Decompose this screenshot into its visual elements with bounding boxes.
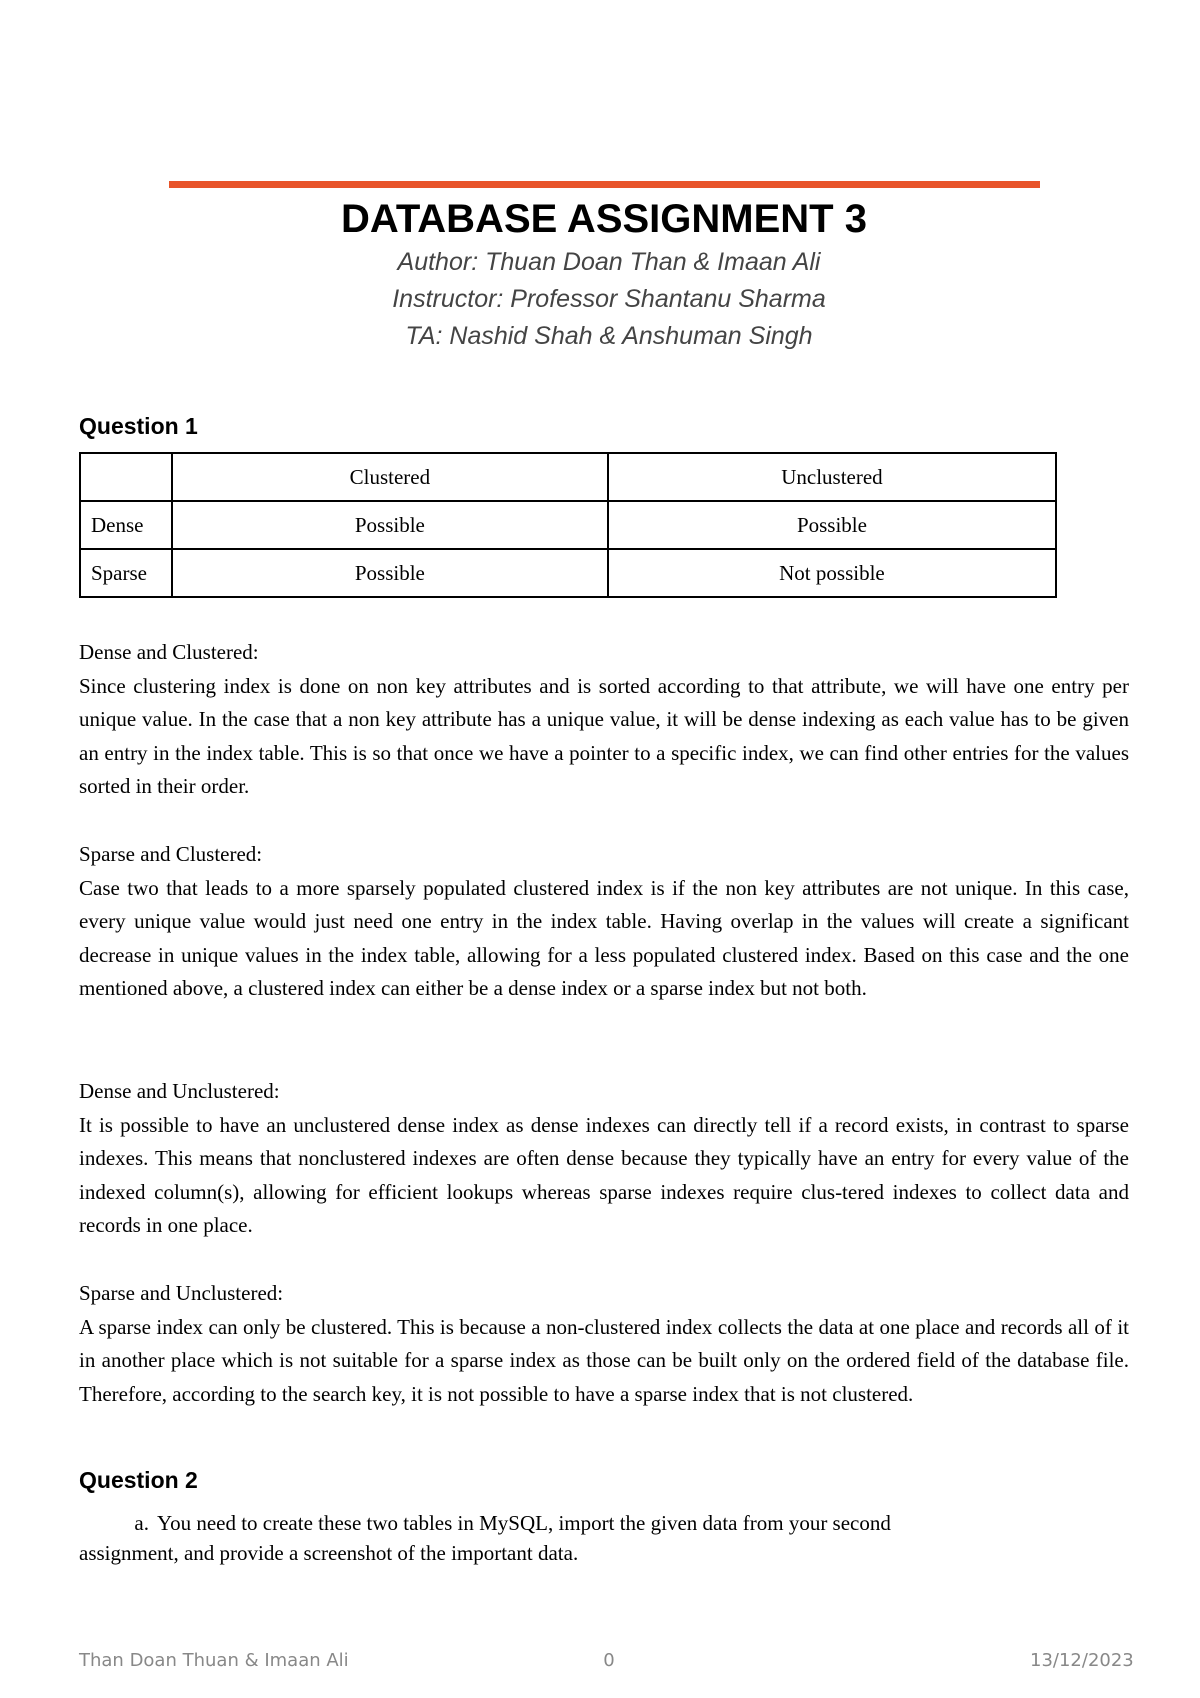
column-header-clustered: Clustered <box>172 453 608 501</box>
table-cell: Possible <box>172 501 608 549</box>
item-a-text-line-1: You need to create these two tables in MySQL, import the given data from your second <box>157 1511 891 1535</box>
footer-date: 13/12/2023 <box>1030 1650 1134 1671</box>
row-header-dense: Dense <box>80 501 172 549</box>
section-dense-clustered <box>79 636 1129 804</box>
item-a-first-line <box>79 1508 1109 1538</box>
index-possibility-table <box>79 452 1057 598</box>
section-sparse-unclustered <box>79 1277 1129 1411</box>
table-cell: Not possible <box>608 549 1056 597</box>
instructor-line: Instructor: Professor Shantanu Sharma <box>392 285 826 313</box>
table-cell: Possible <box>608 501 1056 549</box>
section-dense-unclustered <box>79 1075 1129 1243</box>
question-2-item-a <box>79 1508 1109 1568</box>
row-header-sparse: Sparse <box>80 549 172 597</box>
item-a-label: a. <box>134 1511 149 1535</box>
title-accent-rule <box>169 181 1040 188</box>
table-row <box>80 501 1056 549</box>
section-title: Sparse and Unclustered: <box>79 1281 284 1305</box>
table-row <box>80 549 1056 597</box>
footer-page-number: 0 <box>603 1650 615 1671</box>
section-body: It is possible to have an unclustered dense index as dense indexes can directly tell if a record exists, in contrast to sparse indexes. This means that nonclustered indexes are often dense because they typically have an entry for every value of the indexed column(s), allowing for efficient lookups whereas sparse indexes require clus-tered indexes to collect data and records in one place. <box>79 1112 1129 1238</box>
question-1-heading: Question 1 <box>79 413 198 439</box>
question-2-heading: Question 2 <box>79 1467 198 1493</box>
column-header-unclustered: Unclustered <box>608 453 1056 501</box>
table-header-row <box>80 453 1056 501</box>
table-corner-cell <box>80 453 172 501</box>
item-a-text-line-2: assignment, and provide a screenshot of the important data. <box>79 1541 579 1565</box>
footer-authors: Than Doan Thuan & Imaan Ali <box>79 1650 349 1671</box>
table-cell: Possible <box>172 549 608 597</box>
author-line: Author: Thuan Doan Than & Imaan Ali <box>397 248 821 276</box>
section-body: A sparse index can only be clustered. This is because a non-clustered index collects the data at one place and records all of it in another place which is not suitable for a sparse index as those can be built only on the ordered field of the database file. Therefore, according to the search key, it is not possible to have a sparse index that is not clustered. <box>79 1314 1129 1406</box>
section-body: Case two that leads to a more sparsely populated clustered index is if the non key attributes are not unique. In this case, every unique value would just need one entry in the index table. Having overlap in the values will create a significant decrease in unique values in the index table, allowing for a less populated clustered index. Based on this case and the one mentioned above, a clustered index can either be a dense index or a sparse index but not both. <box>79 875 1129 1001</box>
section-title: Dense and Clustered: <box>79 640 259 664</box>
section-sparse-clustered <box>79 838 1129 1006</box>
section-title: Dense and Unclustered: <box>79 1079 280 1103</box>
document-title: DATABASE ASSIGNMENT 3 <box>341 197 867 241</box>
section-body: Since clustering index is done on non key attributes and is sorted according to that attribute, we will have one entry per unique value. In the case that a non key attribute has a unique value, it will be dense indexing as each value has to be given an entry in the index table. This is so that once we have a pointer to a specific index, we can find other entries for the values sorted in their order. <box>79 673 1129 799</box>
ta-line: TA: Nashid Shah & Anshuman Singh <box>405 322 813 350</box>
section-title: Sparse and Clustered: <box>79 842 263 866</box>
